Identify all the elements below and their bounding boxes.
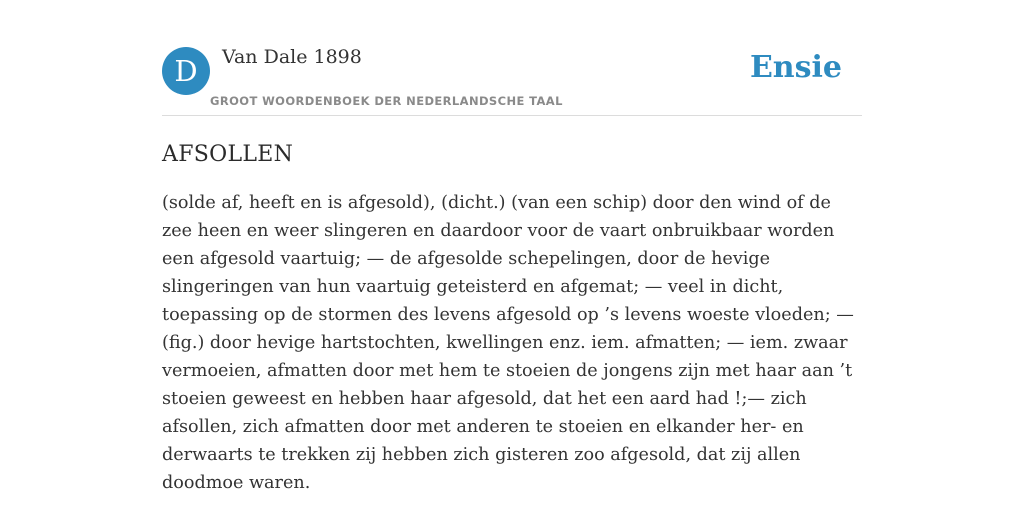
- brand-logo[interactable]: Ensie: [749, 50, 842, 85]
- entry-card: [162, 44, 862, 497]
- entry-definition: (solde af, heeft en is afgesold), (dicht.) (van een schip) door den wind of de zee heen en weer slingeren en daardoor voor de vaart onbruikbaar worden een afgesold vaartuig; — de afgesolde schepelingen, door de hevige slingeringen van hun vaartuig geteisterd en afgemat; — veel in dicht, toepassing op de stormen des levens afgesold op ’s levens woeste vloeden; — (fig.) door hevige hartstochten, kwellingen enz. iem. afmatten; — iem. zwaar vermoeien, afmatten door met hem te stoeien de jongens zijn met haar aan ’t stoeien geweest en hebben haar afgesold, dat het een aard had !;— zich afsollen, zich afmatten door met anderen te stoeien en elkander her- en derwaarts te trekken zij hebben zich gisteren zoo afgesold, dat zij allen doodmoe waren.: [162, 193, 854, 493]
- source-title[interactable]: Van Dale 1898: [222, 46, 362, 68]
- source-avatar[interactable]: D: [162, 47, 210, 95]
- source-header: [162, 44, 862, 116]
- source-subtitle: GROOT WOORDENBOEK DER NEDERLANDSCHE TAAL: [210, 94, 563, 108]
- entry-headword: AFSOLLEN: [162, 142, 294, 167]
